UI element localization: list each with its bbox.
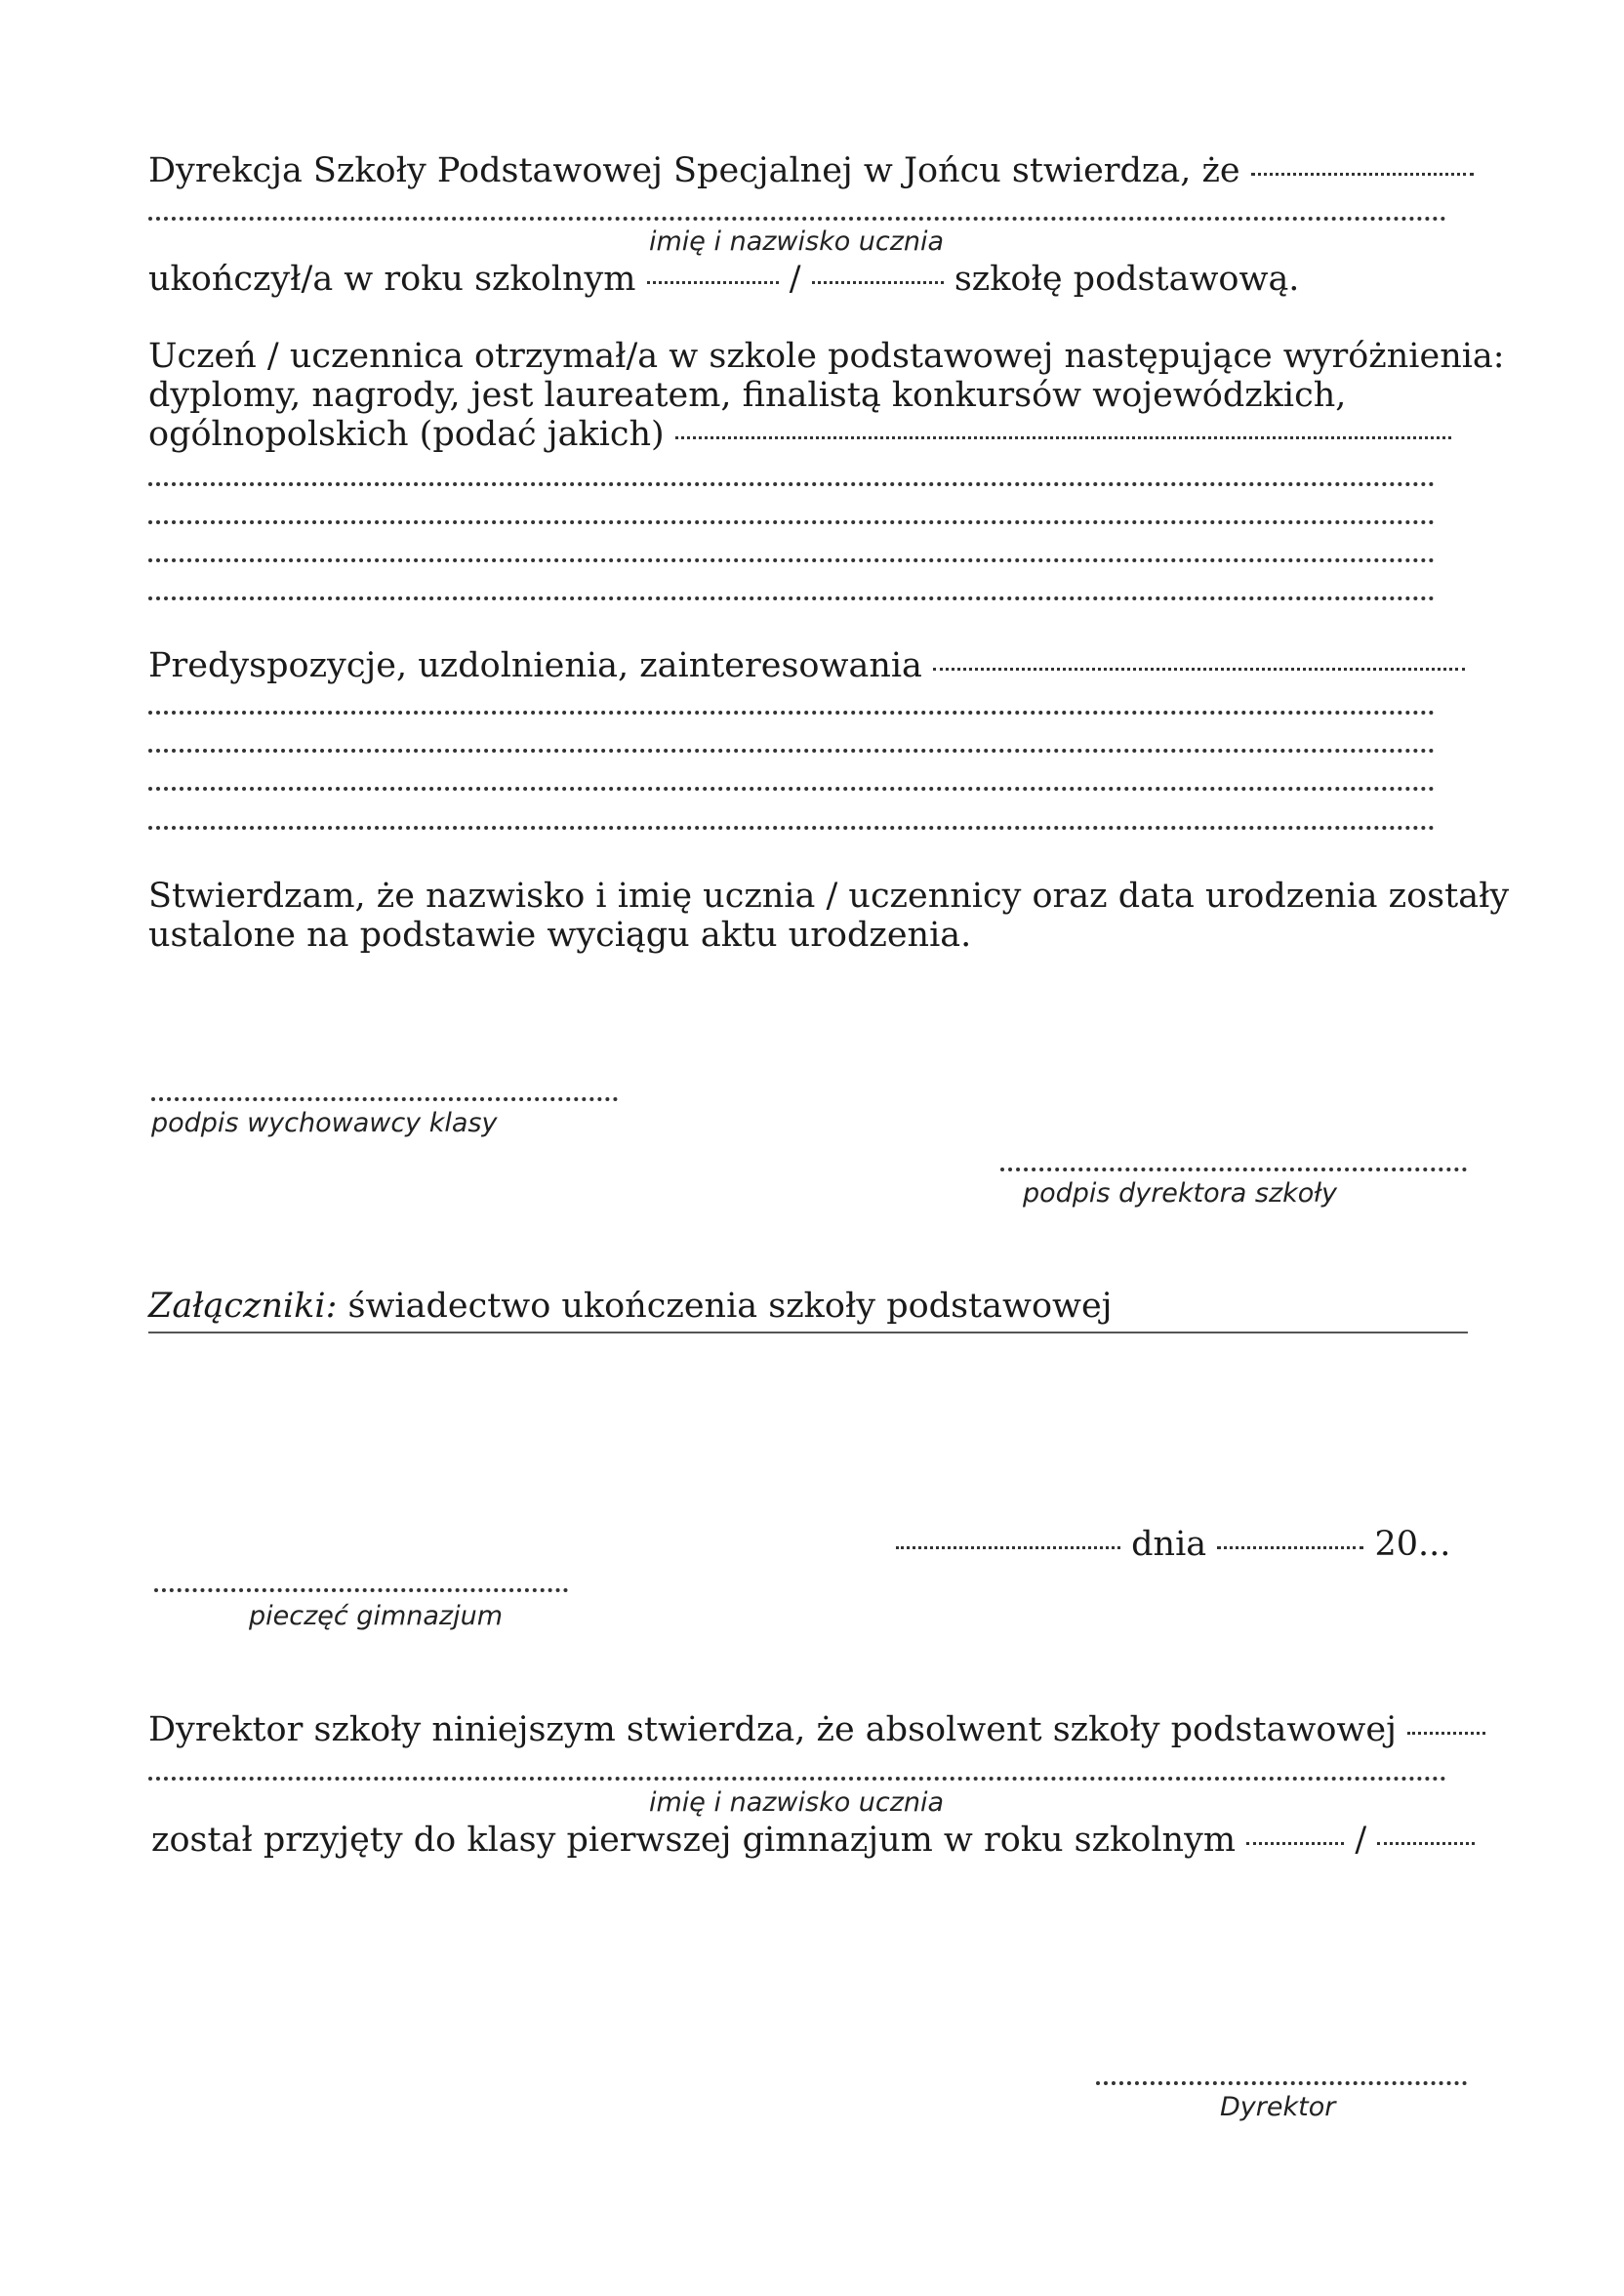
stamp-caption: pieczęć gimnazjum (249, 1601, 503, 1631)
admission-line-2: został przyjęty do klasy pierwszej gimnazjum w roku szkolnym / (151, 1821, 1449, 1860)
student-name-caption: imię i nazwisko ucznia (649, 226, 945, 257)
awards-line-1: Uczeń / uczennica otrzymał/a w szkole podstawowej następujące wyróżnienia: (148, 337, 1505, 376)
statement-line-1: Stwierdzam, że nazwisko i imię ucznia / uczennicy oraz data urodzenia zostały (148, 877, 1510, 916)
attachments-text: świadectwo ukończenia szkoły podstawowej (347, 1287, 1113, 1326)
awards-line-3: ogólnopolskich (podać jakich) (148, 415, 1446, 454)
teacher-signature-caption: podpis wychowawcy klasy (151, 1108, 498, 1138)
admission-line-1: Dyrektor szkoły niniejszym stwierdza, że absolwent szkoły podstawowej (148, 1710, 1446, 1749)
talents-field-row-1[interactable] (148, 711, 1435, 715)
awards-field-row-1[interactable] (148, 482, 1435, 486)
talents-field-row-4[interactable] (148, 826, 1435, 830)
attachments-line (148, 1287, 1446, 1326)
student-name-field[interactable] (148, 217, 1446, 221)
director-signature-line[interactable] (1000, 1168, 1467, 1171)
attachments-underline (148, 1332, 1468, 1333)
statement-line-2: ustalone na podstawie wyciągu aktu urodzenia. (148, 916, 972, 955)
certificate-line-2: ukończył/a w roku szkolnym / szkołę podstawową. (148, 260, 1300, 299)
date-line: dnia 20... (896, 1525, 1472, 1564)
awards-field-start[interactable] (675, 436, 1451, 439)
place-field[interactable] (896, 1546, 1120, 1549)
graduate-name-field-start[interactable] (1407, 1732, 1485, 1735)
final-director-signature-line[interactable] (1096, 2081, 1467, 2085)
teacher-signature-line[interactable] (151, 1097, 618, 1101)
talents-field-row-3[interactable] (148, 787, 1435, 791)
student-name-field-start[interactable] (1251, 173, 1474, 176)
admission-year-start-field[interactable] (1246, 1842, 1344, 1845)
school-year-start-field[interactable] (647, 281, 779, 284)
talents-field-row-2[interactable] (148, 749, 1435, 753)
talents-field-start[interactable] (933, 668, 1465, 671)
awards-field-row-3[interactable] (148, 558, 1435, 562)
awards-line-2: dyplomy, nagrody, jest laureatem, finalistą konkursów wojewódzkich, (148, 376, 1347, 415)
director-signature-caption: podpis dyrektora szkoły (1023, 1178, 1338, 1209)
admission-year-end-field[interactable] (1377, 1842, 1475, 1845)
talents-line-1: Predyspozycje, uzdolnienia, zainteresowania (148, 646, 1446, 685)
graduate-name-caption: imię i nazwisko ucznia (649, 1787, 945, 1818)
final-director-caption: Dyrektor (1220, 2092, 1336, 2122)
attachments-label: Załączniki: (148, 1287, 338, 1326)
school-year-end-field[interactable] (812, 281, 944, 284)
graduate-name-field[interactable] (148, 1777, 1446, 1781)
certificate-line-1: Dyrekcja Szkoły Podstawowej Specjalnej w Jońcu stwierdza, że (148, 151, 1446, 190)
awards-field-row-2[interactable] (148, 520, 1435, 524)
awards-field-row-4[interactable] (148, 596, 1435, 600)
stamp-line[interactable] (154, 1588, 568, 1592)
date-field[interactable] (1217, 1546, 1363, 1549)
